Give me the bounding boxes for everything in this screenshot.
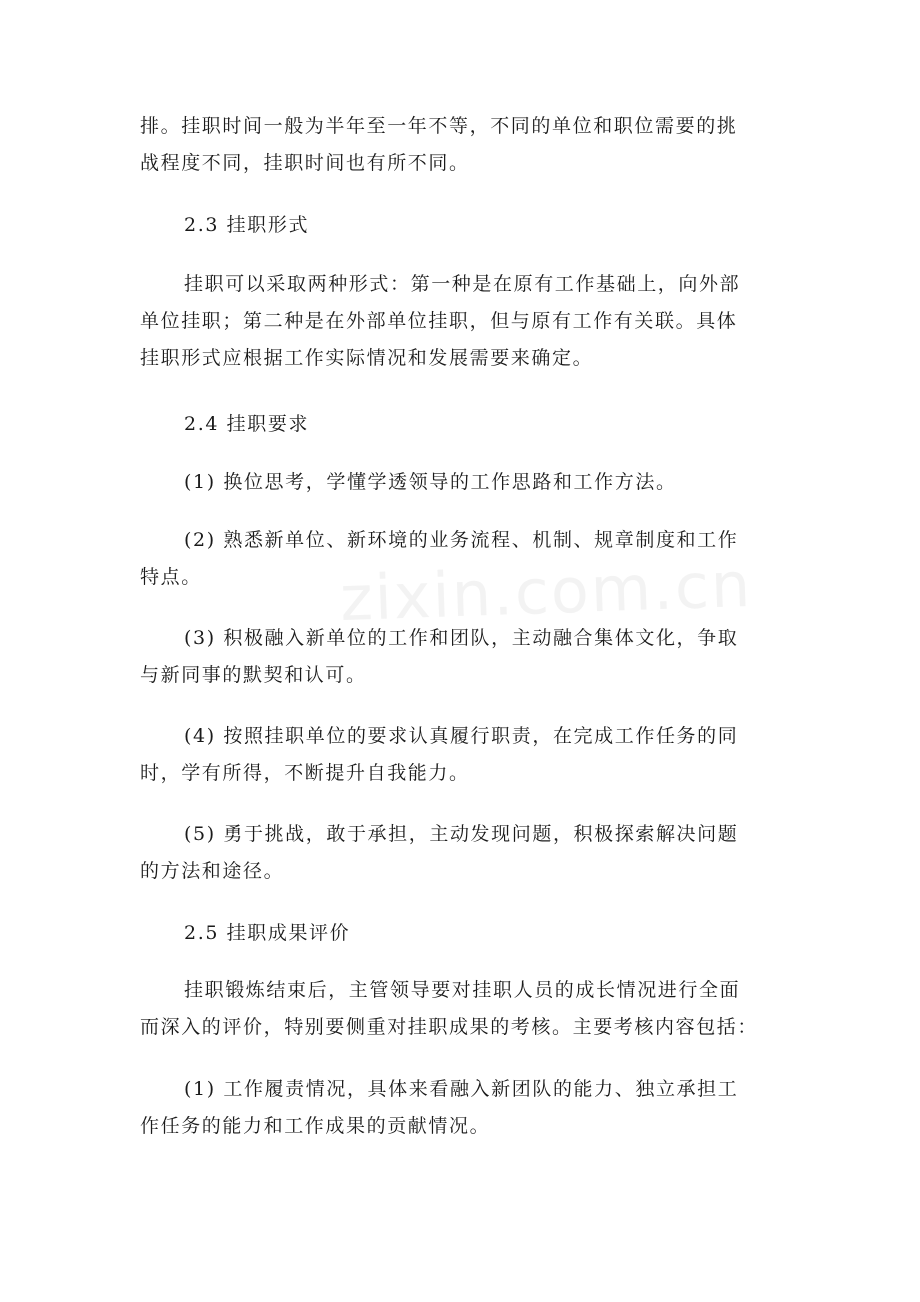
text-line: 挂职锻炼结束后，主管领导要对挂职人员的成长情况进行全面 — [184, 979, 741, 1001]
text-line: 特点。 — [140, 566, 202, 588]
text-line: 而深入的评价，特别要侧重对挂职成果的考核。主要考核内容包括： — [140, 1016, 759, 1038]
text-line: (5) 勇于挑战，敢于承担，主动发现问题，积极探索解决问题 — [184, 823, 739, 845]
text-line: (4) 按照挂职单位的要求认真履行职责，在完成工作任务的同 — [184, 725, 739, 747]
watermark: zixin.com.cn — [338, 547, 754, 636]
text-line: 挂职可以采取两种形式：第一种是在原有工作基础上，向外部 — [184, 273, 741, 295]
paragraph-evaluation — [140, 972, 780, 1046]
text-line: 与新同事的默契和认可。 — [140, 664, 367, 686]
requirement-item-5 — [140, 816, 780, 890]
paragraph-forms — [140, 266, 780, 377]
text-line: (1) 工作履责情况，具体来看融入新团队的能力、独立承担工 — [184, 1078, 739, 1100]
text-line: (1) 换位思考，学懂学透领导的工作思路和工作方法。 — [184, 471, 677, 493]
requirement-item-3 — [140, 620, 780, 694]
text-line: 时，学有所得，不断提升自我能力。 — [140, 762, 470, 784]
text-line: (2) 熟悉新单位、新环境的业务流程、机制、规章制度和工作 — [184, 529, 739, 551]
text-line: 排。挂职时间一般为半年至一年不等，不同的单位和职位需要的挑 — [140, 115, 738, 137]
text-line: 挂职形式应根据工作实际情况和发展需要来确定。 — [140, 347, 594, 369]
text-line: 作任务的能力和工作成果的贡献情况。 — [140, 1115, 491, 1137]
requirement-item-2 — [140, 522, 780, 596]
text-line: 战程度不同，挂职时间也有所不同。 — [140, 152, 470, 174]
section-heading-2-4: 2.4 挂职要求 — [184, 413, 310, 435]
paragraph-duration — [140, 108, 780, 182]
text-line: 的方法和途径。 — [140, 860, 285, 882]
section-heading-2-3: 2.3 挂职形式 — [184, 214, 310, 236]
text-line: 单位挂职；第二种是在外部单位挂职，但与原有工作有关联。具体 — [140, 310, 738, 332]
requirement-item-1 — [140, 464, 780, 501]
requirement-item-4 — [140, 718, 780, 792]
evaluation-item-1 — [140, 1071, 780, 1145]
text-line: (3) 积极融入新单位的工作和团队，主动融合集体文化，争取 — [184, 627, 739, 649]
section-heading-2-5: 2.5 挂职成果评价 — [184, 922, 351, 944]
